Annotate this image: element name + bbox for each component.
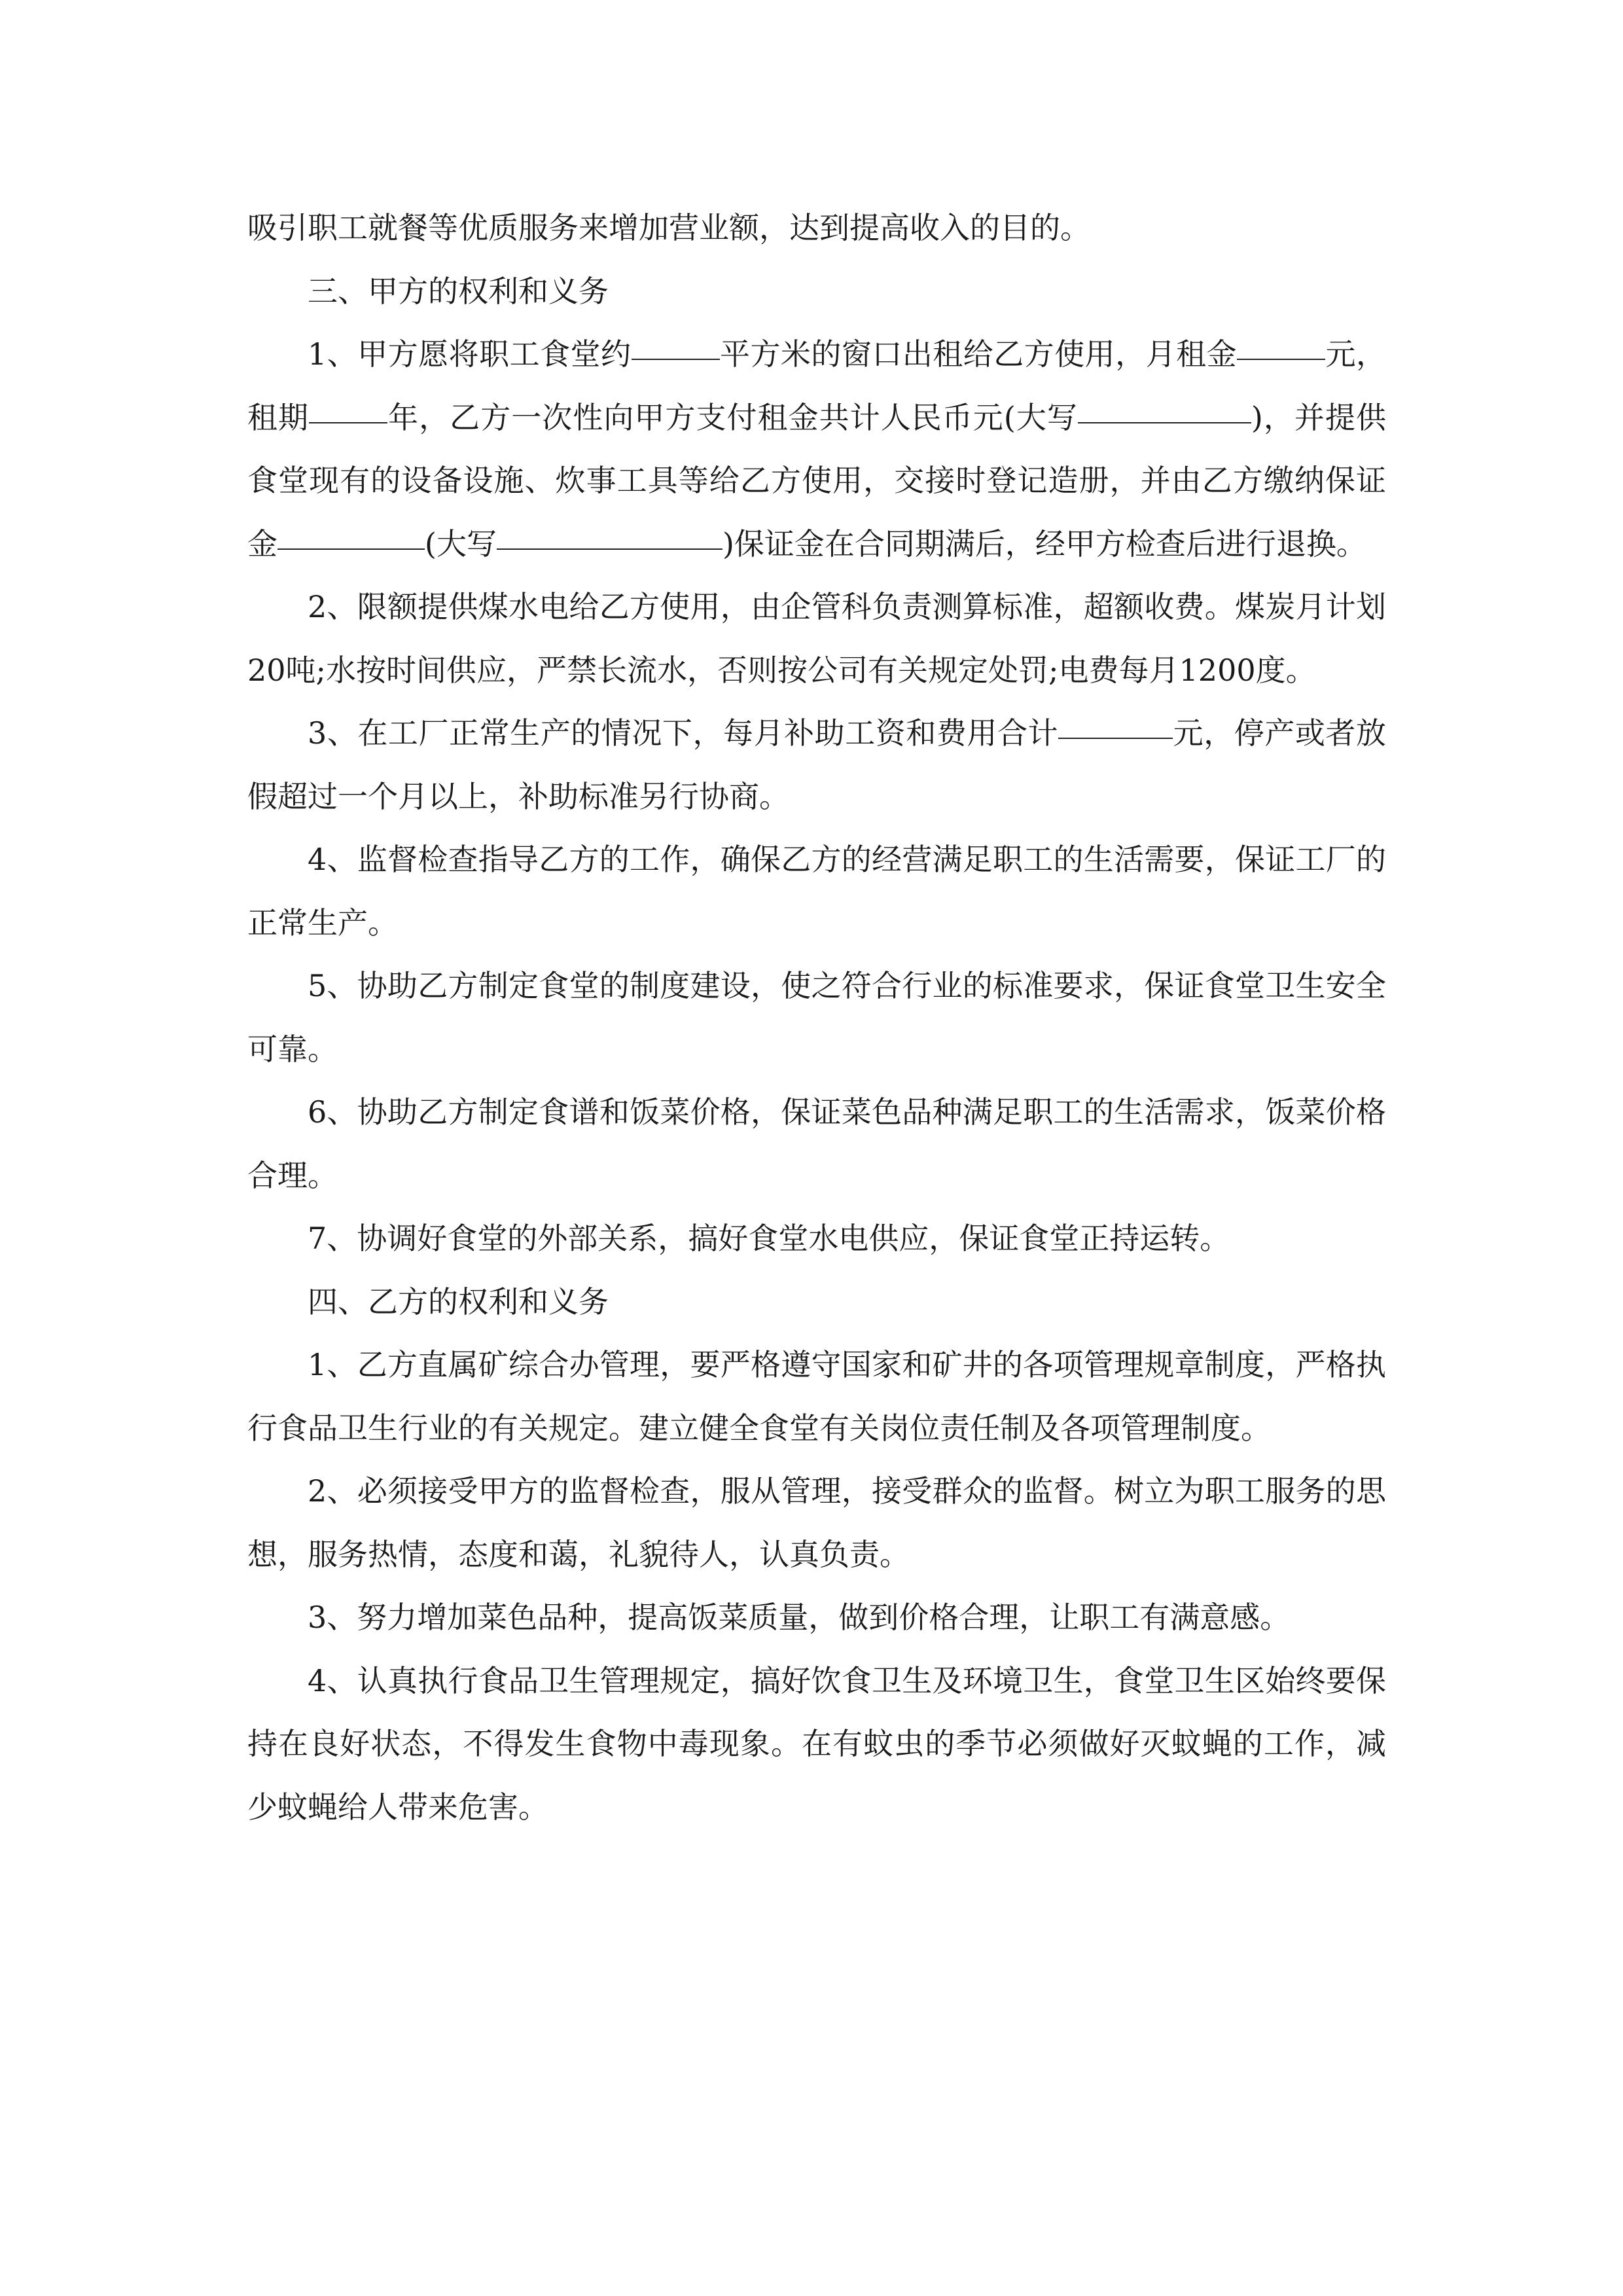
paragraph-continuation: 吸引职工就餐等优质服务来增加营业额，达到提高收入的目的。 bbox=[247, 210, 1090, 245]
blank-term-field bbox=[309, 422, 387, 423]
document-body bbox=[247, 196, 1386, 1839]
clause-a7: 7、协调好食堂的外部关系，搞好食堂水电供应，保证食堂正持运转。 bbox=[308, 1221, 1230, 1256]
clause-b2: 2、必须接受甲方的监督检查，服从管理，接受群众的监督。树立为职工服务的思想，服务热情，态度和蔼，礼貌待人，认真负责。 bbox=[247, 1473, 1386, 1572]
clause-a5: 5、协助乙方制定食堂的制度建设，使之符合行业的标准要求，保证食堂卫生安全可靠。 bbox=[247, 968, 1386, 1067]
clause-a3 bbox=[247, 702, 1386, 828]
clause-a1-text-1: 1、甲方愿将职工食堂约 bbox=[308, 336, 632, 372]
section-heading-4: 四、乙方的权利和义务 bbox=[308, 1283, 609, 1319]
clause-a4: 4、监督检查指导乙方的工作，确保乙方的经营满足职工的生活需要，保证工厂的正常生产。 bbox=[247, 842, 1386, 941]
blank-total-uppercase-field bbox=[1078, 422, 1251, 423]
clause-a1-text-6: (大写 bbox=[425, 526, 497, 562]
blank-subsidy-field bbox=[1058, 737, 1173, 739]
clause-a6: 6、协助乙方制定食谱和饭菜价格，保证菜色品种满足职工的生活需求，饭菜价格合理。 bbox=[247, 1094, 1386, 1193]
clause-b4: 4、认真执行食品卫生管理规定，搞好饮食卫生及环境卫生，食堂卫生区始终要保持在良好状态，不得发生食物中毒现象。在有蚊虫的季节必须做好灭蚊蝇的工作，减少蚊蝇给人带来危害。 bbox=[247, 1662, 1386, 1825]
clause-a1-text-3: 元，租期 bbox=[247, 336, 1386, 435]
blank-area-field bbox=[632, 358, 720, 360]
blank-rent-field bbox=[1237, 358, 1325, 360]
clause-a3-text-1: 3、在工厂正常生产的情况下，每月补助工资和费用合计 bbox=[308, 715, 1059, 751]
clause-a2: 2、限额提供煤水电给乙方使用，由企管科负责测算标准，超额收费。煤炭月计划20吨;水按时间供应，严禁长流水，否则按公司有关规定处罚;电费每月1200度。 bbox=[247, 589, 1386, 688]
clause-a1 bbox=[247, 323, 1386, 575]
clause-a1-text-5: )，并提供食堂现有的设备设施、炊事工具等给乙方使用，交接时登记造册，并由乙方缴纳保证金 bbox=[247, 399, 1386, 562]
section-heading-3: 三、甲方的权利和义务 bbox=[308, 273, 609, 309]
clause-a1-text-4: 年，乙方一次性向甲方支付租金共计人民币元(大写 bbox=[387, 399, 1078, 435]
blank-deposit-uppercase-field bbox=[497, 548, 722, 550]
clause-a1-text-7: )保证金在合同期满后，经甲方检查后进行退换。 bbox=[722, 526, 1366, 562]
blank-deposit-field bbox=[277, 548, 425, 550]
clause-a3-text-2: 元，停产或者放假超过一个月以上，补助标准另行协商。 bbox=[247, 715, 1386, 814]
clause-b3: 3、努力增加菜色品种，提高饭菜质量，做到价格合理，让职工有满意感。 bbox=[308, 1600, 1291, 1635]
clause-a1-text-2: 平方米的窗口出租给乙方使用，月租金 bbox=[719, 336, 1238, 372]
clause-b1: 1、乙方直属矿综合办管理，要严格遵守国家和矿井的各项管理规章制度，严格执行食品卫生行业的有关规定。建立健全食堂有关岗位责任制及各项管理制度。 bbox=[247, 1347, 1386, 1446]
